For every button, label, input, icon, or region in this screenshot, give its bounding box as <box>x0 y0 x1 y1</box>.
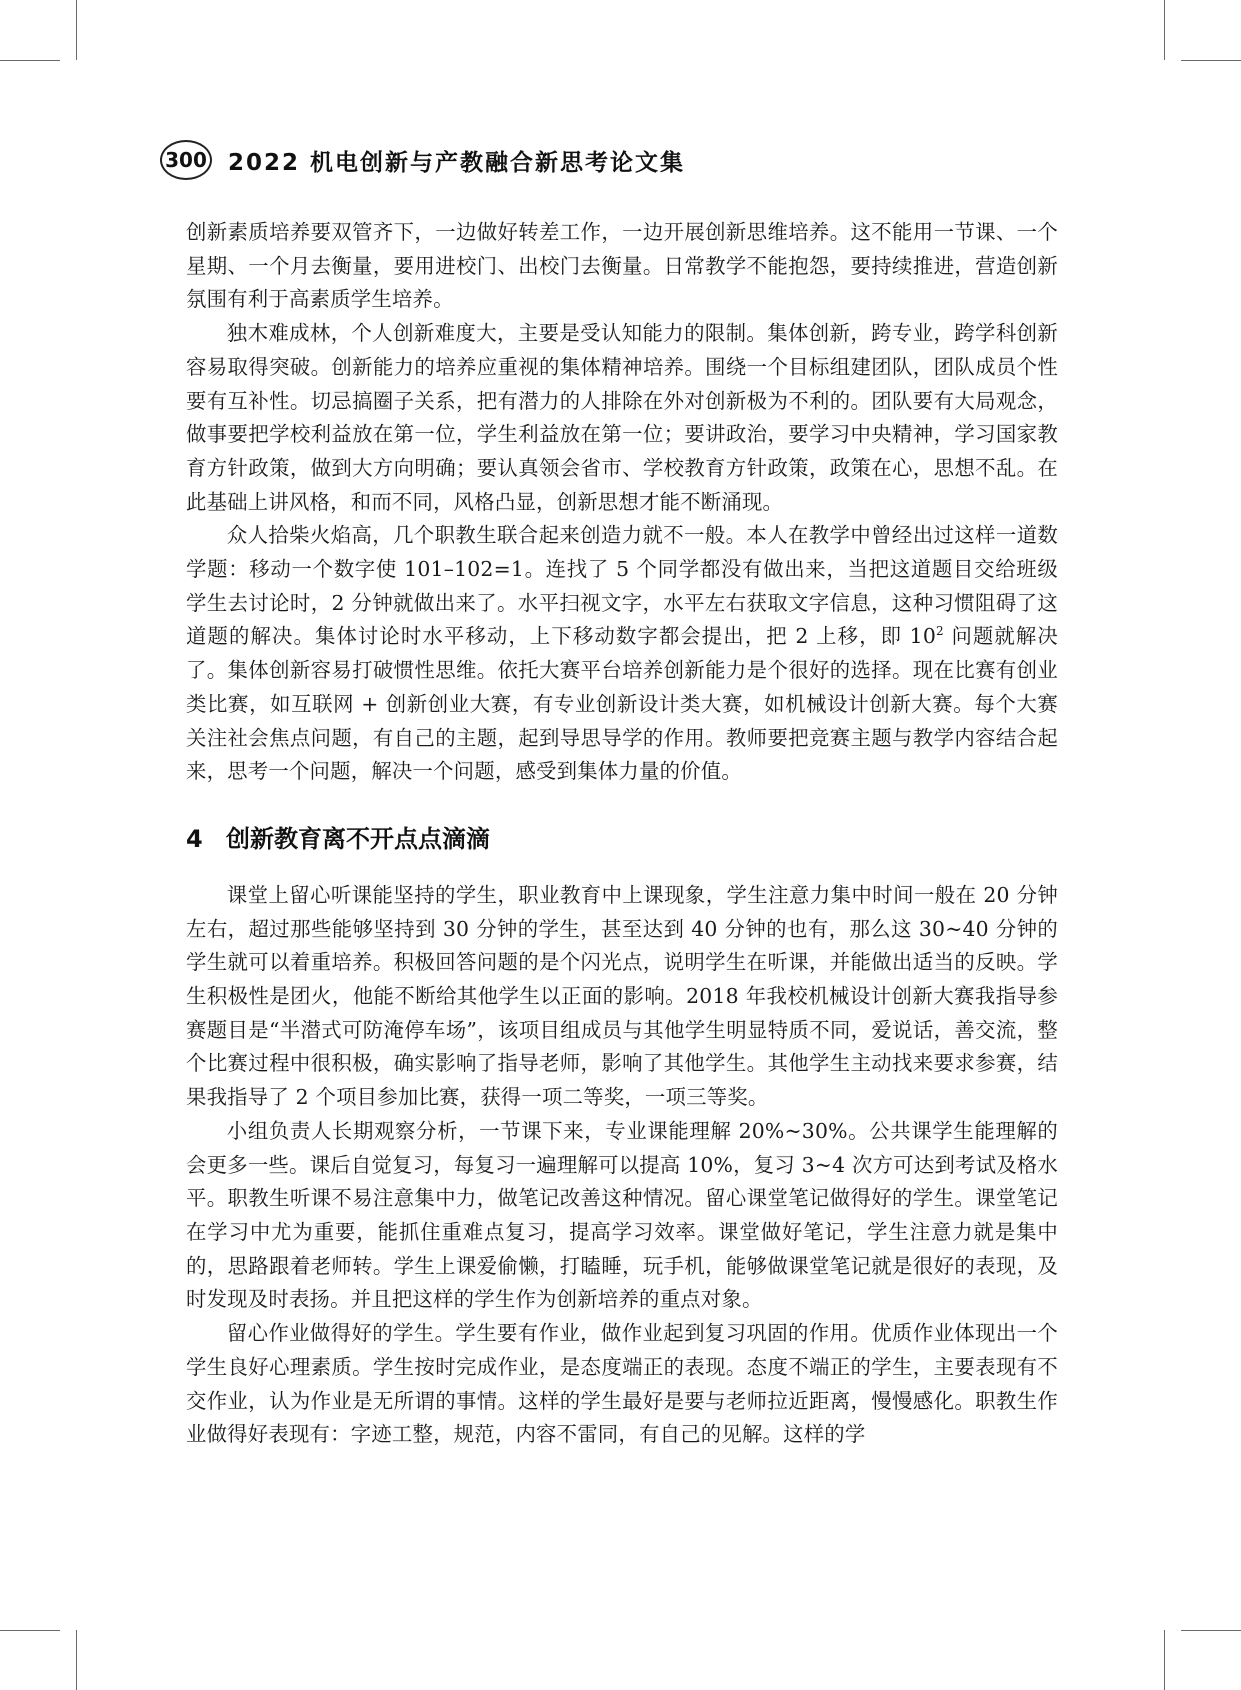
paragraph: 独木难成林，个人创新难度大，主要是受认知能力的限制。集体创新，跨专业，跨学科创新容易取得突破。创新能力的培养应重视的集体精神培养。围绕一个目标组建团队，团队成员个性要有互补性。切忌搞圈子关系，把有潜力的人排除在外对创新极为不利的。团队要有大局观念，做事要把学校利益放在第一位，学生利益放在第一位；要讲政治，要学习中央精神，学习国家教育方针政策，做到大方向明确；要认真领会省市、学校教育方针政策，政策在心，思想不乱。在此基础上讲风格，和而不同，风格凸显，创新思想才能不断涌现。 <box>186 321 1058 514</box>
crop-mark-bottom-right-v <box>1164 1630 1165 1690</box>
crop-mark-top-right-h <box>1181 60 1241 61</box>
crop-mark-bottom-right-h <box>1181 1630 1241 1631</box>
paragraph: 留心作业做得好的学生。学生要有作业，做作业起到复习巩固的作用。优质作业体现出一个学生良好心理素质。学生按时完成作业，是态度端正的表现。态度不端正的学生，主要表现有不交作业，认为作业是无所谓的事情。这样的学生最好是要与老师拉近距离，慢慢感化。职教生作业做得好表现有：字迹工整，规范，内容不雷同，有自己的见解。这样的学 <box>186 1321 1058 1447</box>
section-heading <box>186 819 1058 859</box>
section-number: 4 <box>186 824 203 853</box>
superscript: 2 <box>936 624 944 639</box>
paragraph-with-superscript <box>186 519 1058 789</box>
paragraph-text-part: 问题就解决了。集体创新容易打破惯性思维。依托大赛平台培养创新能力是个很好的选择。现在比赛有创业类比赛，如互联网 + 创新创业大赛，有专业创新设计类大赛，如机械设计创新大赛。每个大赛关注社会焦点问题，有自己的主题，起到导思导学的作用。教师要把竞赛主题与教学内容结合起来，思考一个问题，解决一个问题，感受到集体力量的价值。 <box>186 624 1058 784</box>
crop-mark-bottom-left-v <box>76 1630 77 1690</box>
paragraph: 小组负责人长期观察分析，一节课下来，专业课能理解 20%~30%。公共课学生能理解的会更多一些。课后自觉复习，每复习一遍理解可以提高 10%，复习 3~4 次方可达到考试及格水平。职教生听课不易注意集中力，做笔记改善这种情况。留心课堂笔记做得好的学生。课堂笔记在学习中尤为重要，能抓住重难点复习，提高学习效率。课堂做好笔记，学生注意力就是集中的，思路跟着老师转。学生上课爱偷懒，打瞌睡，玩手机，能够做课堂笔记就是很好的表现，及时发现及时表扬。并且把这样的学生作为创新培养的重点对象。 <box>186 1118 1058 1312</box>
crop-mark-bottom-left-h <box>0 1630 60 1631</box>
crop-mark-top-left-v <box>76 0 77 60</box>
section-title: 创新教育离不开点点滴滴 <box>226 824 490 853</box>
book-title: 2022 机电创新与产教融合新思考论文集 <box>228 149 686 176</box>
paragraph: 课堂上留心听课能坚持的学生，职业教育中上课现象，学生注意力集中时间一般在 20 分钟左右，超过那些能够坚持到 30 分钟的学生，甚至达到 40 分钟的也有，那么这 30~40 分钟的学生就可以着重培养。积极回答问题的是个闪光点，说明学生在听课，并能做出适当的反映。学生积极性是团火，他能不断给其他学生以正面的影响。2018 年我校机械设计创新大赛我指导参赛题目是“半潜式可防淹停车场”，该项目组成员与其他学生明显特质不同，爱说话，善交流，整个比赛过程中很积极，确实影响了指导老师，影响了其他学生。其他学生主动找来要求参赛，结果我指导了 2 个项目参加比赛，获得一项二等奖，一项三等奖。 <box>186 882 1058 1110</box>
paragraph-text-part: 众人拾柴火焰高，几个职教生联合起来创造力就不一般。本人在教学中曾经出过这样一道数学题：移动一个数字使 101–102=1。连找了 5 个同学都没有做出来，当把这道题目交给班级学生去讨论时，2 分钟就做出来了。水平扫视文字，水平左右获取文字信息，这种习惯阻碍了这道题的解决。集体讨论时水平移动，上下移动数字都会提出，把 2 上移，即 10 <box>186 523 1058 649</box>
body-text <box>186 216 1058 1452</box>
crop-mark-top-right-v <box>1164 0 1165 60</box>
paragraph: 创新素质培养要双管齐下，一边做好转差工作，一边开展创新思维培养。这不能用一节课、一个星期、一个月去衡量，要用进校门、出校门去衡量。日常教学不能抱怨，要持续推进，营造创新氛围有利于高素质学生培养。 <box>186 220 1058 312</box>
crop-mark-top-left-h <box>0 60 60 61</box>
running-header <box>160 136 685 184</box>
page-number: 300 <box>160 140 212 180</box>
